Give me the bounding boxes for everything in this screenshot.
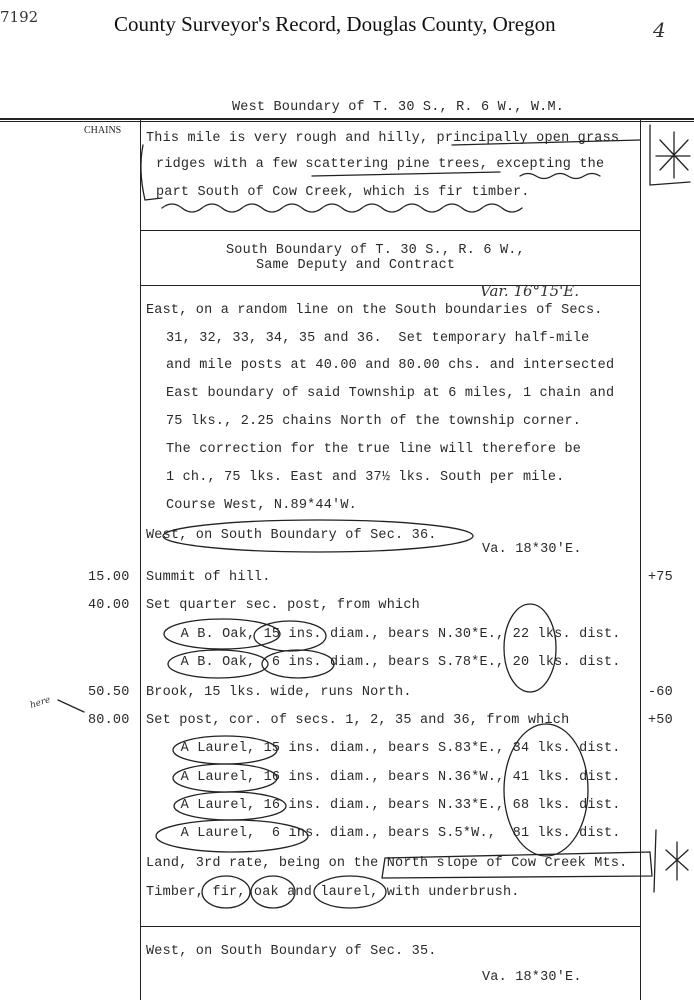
- entry-text: Summit of hill.: [146, 570, 271, 585]
- entry-chains: 40.00: [88, 598, 130, 613]
- entry-text: Set quarter sec. post, from which: [146, 598, 420, 613]
- random-line-7: 1 ch., 75 lks. East and 37½ lks. South per mile.: [166, 470, 565, 485]
- bearing-tree-line: A Laurel, 16 ins. diam., bears N.36*W., 41 lks. dist.: [164, 770, 621, 785]
- entry-text: Set post, cor. of secs. 1, 2, 35 and 36, from which: [146, 713, 570, 728]
- entry-chains: 50.50: [88, 685, 130, 700]
- underline-mark: [312, 172, 500, 176]
- subheading-line-2: Same Deputy and Contract: [256, 258, 456, 273]
- random-line-4: East boundary of said Township at 6 miles, 1 chain and: [166, 386, 615, 401]
- bottom-rule: [140, 926, 640, 927]
- intro-rule: [140, 230, 640, 231]
- margin-note: here: [28, 695, 52, 711]
- chains-column-divider: [140, 118, 141, 1000]
- page-number: 4: [653, 18, 666, 42]
- bearing-tree-line: A B. Oak, 15 ins. diam., bears N.30*E., 22 lks. dist.: [164, 627, 621, 642]
- entry-chains: 15.00: [88, 570, 130, 585]
- chains-column-label: CHAINS: [84, 125, 122, 136]
- random-line-1: East, on a random line on the South boundaries of Secs.: [146, 303, 603, 318]
- random-line-8: Course West, N.89*44'W.: [166, 498, 357, 513]
- bearing-tree-line: A Laurel, 15 ins. diam., bears S.83*E., 34 lks. dist.: [164, 741, 621, 756]
- land-line: Land, 3rd rate, being on the North slope of Cow Creek Mts.: [146, 856, 628, 871]
- bearing-tree-line: A Laurel, 6 ins. diam., bears S.5*W., 81 lks. dist.: [164, 826, 621, 841]
- right-column-divider: [640, 118, 641, 1000]
- random-line-2: 31, 32, 33, 34, 35 and 36. Set temporary half-mile: [166, 331, 590, 346]
- corner-sketch-mark: [656, 132, 690, 178]
- random-line-3: and mile posts at 40.00 and 80.00 chs. and intersected: [166, 358, 615, 373]
- bottom-line: West, on South Boundary of Sec. 35.: [146, 944, 437, 959]
- header-rule-2: [0, 121, 694, 122]
- corner-number: 7192: [0, 8, 39, 26]
- random-line-6: The correction for the true line will therefore be: [166, 442, 582, 457]
- west-line: West, on South Boundary of Sec. 36.: [146, 528, 437, 543]
- timber-line: Timber, fir, oak and laurel, with underbrush.: [146, 885, 520, 900]
- entry-text: Brook, 15 lks. wide, runs North.: [146, 685, 412, 700]
- entry-correction: +75: [648, 570, 673, 585]
- intro-line-1: This mile is very rough and hilly, principally open grass: [146, 131, 620, 146]
- page-title: County Surveyor's Record, Douglas County, Oregon: [114, 12, 556, 36]
- variation-note: Var. 16°15'E.: [480, 282, 579, 300]
- corner-sketch-mark: [650, 125, 690, 185]
- intro-line-2: ridges with a few scattering pine trees, excepting the: [156, 157, 605, 172]
- wavy-underline-mark: [520, 174, 600, 179]
- wavy-underline-mark: [162, 204, 522, 212]
- random-line-5: 75 lks., 2.25 chains North of the township corner.: [166, 414, 582, 429]
- circled-text-mark: [504, 604, 556, 692]
- subheading-line-1: South Boundary of T. 30 S., R. 6 W.,: [226, 243, 525, 258]
- section-heading: West Boundary of T. 30 S., R. 6 W., W.M.: [232, 100, 565, 115]
- bottom-variation: Va. 18*30'E.: [482, 970, 582, 985]
- header-rule: [0, 118, 694, 120]
- margin-arrow-mark: [58, 700, 84, 712]
- entry-correction: +50: [648, 713, 673, 728]
- bearing-tree-line: A B. Oak, 6 ins. diam., bears S.78*E., 20 lks. dist.: [164, 655, 621, 670]
- margin-tick-mark: [654, 830, 688, 892]
- entry-correction: -60: [648, 685, 673, 700]
- entry-chains: 80.00: [88, 713, 130, 728]
- bearing-tree-line: A Laurel, 16 ins. diam., bears N.33*E., 68 lks. dist.: [164, 798, 621, 813]
- intro-line-3: part South of Cow Creek, which is fir timber.: [156, 185, 530, 200]
- west-variation: Va. 18*30'E.: [482, 542, 582, 557]
